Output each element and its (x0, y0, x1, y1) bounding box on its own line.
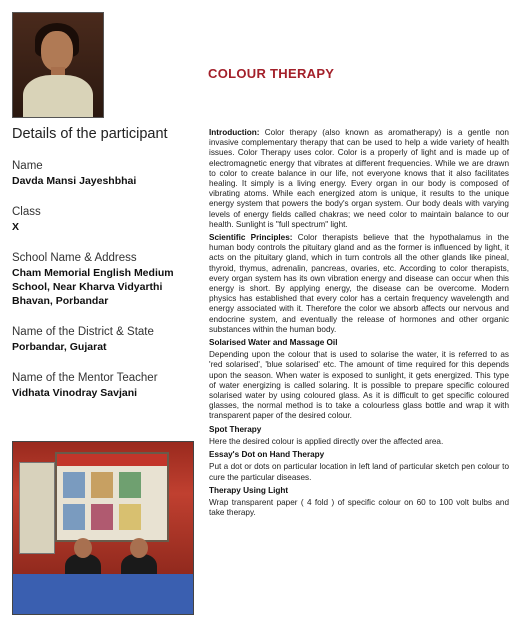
light-heading: Therapy Using Light (209, 485, 289, 495)
solar-heading: Solarised Water and Massage Oil (209, 338, 338, 348)
board-picture (63, 472, 85, 498)
scientific-label: Scientific Principles: (209, 233, 293, 243)
stall-person-head (130, 538, 148, 558)
spot-heading: Spot Therapy (209, 424, 262, 434)
stall-table (13, 574, 193, 614)
board-picture (119, 472, 141, 498)
stall-person-head (74, 538, 92, 558)
stall-board (55, 452, 169, 542)
board-picture (91, 504, 113, 530)
participant-details (12, 126, 202, 418)
article-body (209, 128, 509, 521)
light-text: Wrap transparent paper ( 4 fold ) of specific colour on 60 to 100 volt bulbs and take therapy. (209, 497, 509, 518)
board-picture (63, 504, 85, 530)
field-label: Name (12, 160, 43, 172)
field-school (12, 252, 202, 308)
field-value: Davda Mansi Jayeshbhai (12, 175, 137, 187)
field-value: Porbandar, Gujarat (12, 341, 107, 353)
details-heading: Details of the participant (12, 126, 168, 142)
field-value: X (12, 221, 20, 233)
field-class (12, 206, 202, 234)
exhibition-stall-photo (12, 441, 194, 615)
article-title: COLOUR THERAPY (208, 66, 335, 81)
spot-text: Here the desired colour is applied directly over the affected area. (209, 436, 444, 446)
field-value: Vidhata Vinodray Savjani (12, 387, 138, 399)
solar-text: Depending upon the colour that is used to solarise the water, it is referred to as 'red solarised', 'blue solarised' etc. The amount of time required for this depends upon the season. When water is exposed to sunlight, it gets energized. This type of water energizing is called solaring. It is possible to prepare specific coloured solarised water by using coloured glass. As it is difficult to get specific coloured glasses, the normal method is to take a colourless glass bottle and wrap it with transparent paper of the desired colour. (209, 350, 509, 421)
board-picture (119, 504, 141, 530)
board-picture (91, 472, 113, 498)
field-name (12, 160, 202, 188)
photo-shoulders (23, 75, 93, 118)
scientific-paragraph (209, 233, 509, 335)
stall-board-band (57, 454, 167, 466)
field-label: Class (12, 206, 41, 218)
intro-paragraph (209, 128, 509, 230)
field-mentor (12, 372, 202, 400)
field-label: School Name & Address (12, 252, 137, 264)
essay-text: Put a dot or dots on particular location in left land of particular sketch pen colour to cure the particular diseases. (209, 462, 509, 482)
participant-photo (12, 12, 104, 118)
stall-side-chart (19, 462, 55, 554)
field-district (12, 326, 202, 354)
field-label: Name of the Mentor Teacher (12, 372, 158, 384)
intro-text: Color therapy (also known as aromatherapy) is a gentle non invasive complementary therapy that can be used to help a wide variety of health issues. Color Therapy uses color. Color is a properly of light and is made up of electromagnetic energy that vibrates at different frequencies. While we are drawn to color to create balance in our life, not everyone knows that it also facilitates healing. It simply is a living energy. Every organ in our body is composed of vibrating atoms. While each energized atom is unique, it results to the unique energy system that powers the body's organ system. Our body deals with varying levels of energy fields called chakras; we need color to maintain balance to our health. Sunlight is "full spectrum" light. (209, 128, 509, 229)
scientific-text: Color therapists believe that the hypothalamus in the human body controls the pituitary gland and as the former is influenced by light, it acts on the pituitary gland, which in turn controls all the other glands like pineal, thyroid, thymus, adrenalin, pancreas, ovaries, etc. According to color therapists, every organ system has its own vibration energy and disease can occur when this energy is short. By applying energy, the disease can be overcome. Modern physics has established that every color has a certain frequency wavelength and energy associated with it. Therefore the color we absorb affects our nervous and endocrine system, and eventually the release of hormones and other organic substances within the human body. (209, 233, 509, 334)
intro-label: Introduction: (209, 128, 260, 137)
field-label: Name of the District & State (12, 326, 154, 338)
photo-face (41, 31, 73, 71)
field-value: Cham Memorial English Medium School, Near Kharva Vidyarthi Bhavan, Porbandar (12, 267, 174, 307)
essay-heading: Essay's Dot on Hand Therapy (209, 450, 325, 460)
